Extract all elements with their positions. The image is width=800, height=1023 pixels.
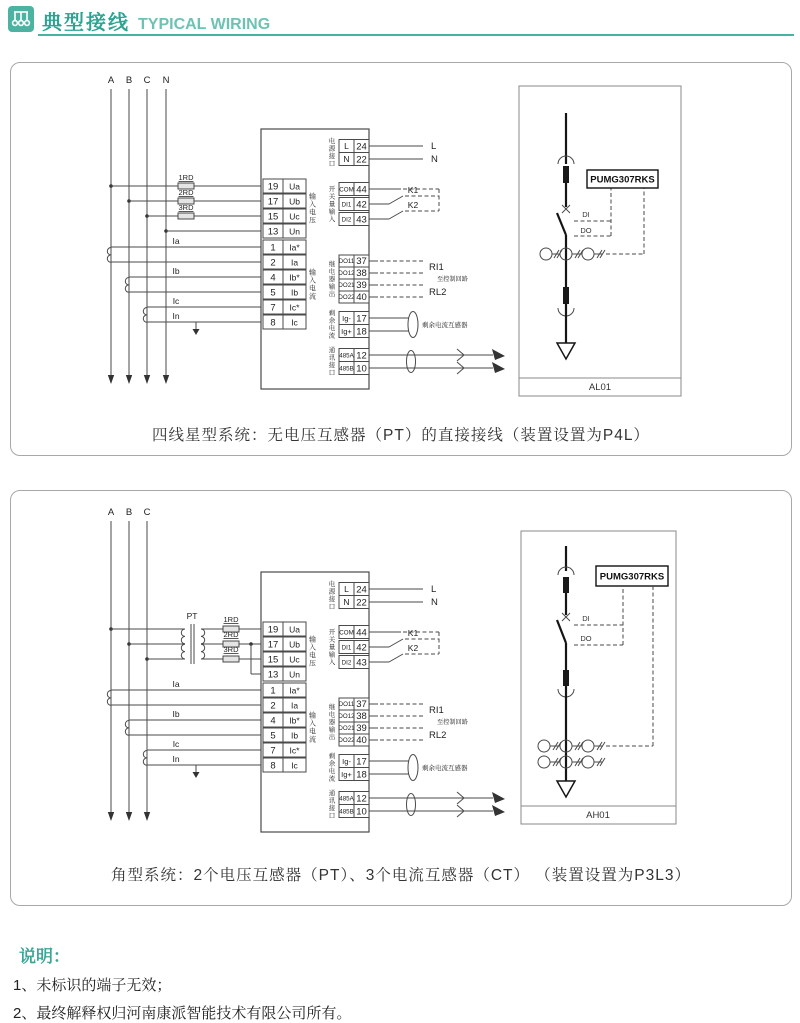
terminal-name: Ub [289,639,300,650]
terminal-name: Ic [291,760,298,771]
terminal-num: 4 [270,272,276,284]
notes-section [13,942,351,1023]
ct-label: Ic [172,739,180,749]
relay-label-rl1: RI1 [429,705,444,716]
terminal-num: 39 [356,280,367,291]
terminal-num: 5 [270,287,276,299]
group-label-voltage: 输入电压 [308,192,316,225]
do-tag: DO [580,634,592,643]
terminal-num: 17 [267,196,279,208]
ct-label: Ic [172,296,180,306]
group-label-power: 电源接口 [327,580,335,611]
neutral-label: N [431,597,438,608]
header-rule [38,34,794,36]
diagram2-caption: 角型系统：2个电压互感器（PT）、3个电流互感器（CT） （装置设置为P3L3） [111,867,691,884]
ct-icon [582,756,594,768]
terminal-num: 7 [270,745,276,757]
control-loop-label: 至控制回路 [437,719,468,726]
switch-label-k1: K1 [407,185,419,195]
terminal-num: 22 [356,597,367,609]
group-label-ig: 剩余电流 [327,309,335,340]
residual-ct-icon [408,312,418,338]
fuse-label: 1RD [223,615,239,624]
terminal-num: 19 [267,624,279,636]
ig-ext-wiring [369,755,468,781]
power-terminals [328,136,370,167]
di-terminals [328,626,370,669]
di-ext-wiring [369,185,439,219]
terminal-num: 24 [356,584,367,596]
fuse-label: 2RD [178,188,194,197]
meter-model-label: PUMG307RKS [590,174,655,186]
do-tag: DO [580,226,592,235]
terminal-name: DI2 [341,216,352,224]
terminal-name: DO22 [338,737,355,744]
phase-lines [108,75,170,384]
power-ext-wiring [369,584,438,608]
terminal-name: Ia [290,700,299,711]
terminal-num: 17 [356,313,367,325]
terminal-name: 485B [339,808,354,816]
group-label-comm: 通讯接口 [327,346,335,377]
terminal-num: 12 [356,350,367,362]
terminal-num: 42 [356,199,367,211]
phase-label: C [143,75,151,86]
terminal-num: 19 [267,181,279,193]
ig-ext-wiring [369,312,468,338]
group-label-di: 开关量输入 [327,185,335,223]
terminal-name: Ib* [289,272,300,283]
ct-label: In [172,754,180,764]
terminal-num: 24 [356,141,367,153]
fuse-label: 3RD [223,645,239,654]
do-ext-wiring [369,261,469,298]
terminal-name: L [344,141,349,151]
terminal-num: 40 [356,735,367,746]
line-label: L [431,141,437,152]
terminal-num: 1 [270,685,276,697]
ct-icon [582,248,594,260]
terminal-name: Ig- [342,757,351,766]
power-ext-wiring [369,141,438,165]
di-tag: DI [582,614,590,623]
terminal-name: DO22 [338,294,355,301]
fuse-label: 3RD [178,203,194,212]
terminal-num: 15 [267,654,279,666]
do-terminals [328,255,370,303]
terminal-name: Ia* [289,242,300,253]
power-terminals [328,579,370,610]
breaker-blade [557,620,566,643]
terminal-num: 10 [356,806,367,818]
terminal-name: Ic* [289,302,300,313]
ct-icon [538,740,550,752]
ground-icon [193,772,200,778]
terminal-num: 18 [356,769,367,781]
terminal-num: 7 [270,302,276,314]
diagram2-drawing [11,491,791,903]
bus-arrow-icon [492,349,505,360]
terminal-name: Uc [289,211,300,222]
page-title-en: TYPICAL WIRING [138,16,271,33]
ct-label: In [172,311,180,321]
ct-label: Ib [172,266,180,276]
terminal-name: 485A [339,795,354,803]
terminal-name: Ig- [342,314,351,323]
terminal-name: Un [289,226,300,237]
terminal-name: Un [289,669,300,680]
do-ext-wiring [369,704,469,741]
diagram2-panel [10,490,792,906]
fuse-label: 1RD [178,173,194,182]
terminal-name: DI1 [341,644,352,652]
terminal-num: 12 [356,793,367,805]
twisted-pair-icon [407,794,416,816]
terminal-name: Ic* [289,745,300,756]
current-wiring [107,236,263,335]
current-wiring [107,679,263,778]
phase-label: A [107,507,115,518]
terminal-num: 37 [356,256,367,267]
terminal-name: Ua [289,181,300,192]
terminal-name: N [343,597,350,607]
terminal-num: 8 [270,317,276,329]
cabinet-name: AL01 [588,382,612,393]
diagram1-panel [10,62,792,456]
terminal-num: 15 [267,211,279,223]
do-terminals [328,698,370,746]
ct-label: Ia [172,236,180,246]
terminal-num: 8 [270,760,276,772]
meter-device [261,572,505,832]
group-label-comm: 通讯接口 [327,789,335,820]
fuse-label: 2RD [223,630,239,639]
residual-ct-label: 剩余电流互感器 [422,322,468,329]
twisted-pair-icon [407,351,416,373]
group-label-current: 输入电流 [308,711,316,744]
terminal-name: Ig+ [341,327,352,336]
terminal-name: DO21 [338,725,355,732]
pt-transformers [111,611,263,674]
terminal-name: Ub [289,196,300,207]
terminal-name: Ig+ [341,770,352,779]
terminal-name: Uc [289,654,300,665]
pt-label: PT [186,611,198,621]
ct-label: Ia [172,679,180,689]
neutral-label: N [431,154,438,165]
terminal-num: 5 [270,730,276,742]
note-item: 1、未标识的端子无效； [13,977,172,994]
comm-terminals [328,345,370,376]
note-item: 2、最终解释权归河南康派智能技术有限公司所有。 [13,1005,352,1022]
terminal-num: 18 [356,326,367,338]
terminal-num: 4 [270,715,276,727]
cabinet-name: AH01 [586,810,610,821]
terminal-name: DO12 [338,713,355,720]
terminal-name: N [343,154,350,164]
group-label-voltage: 输入电压 [308,635,316,668]
meter-model-label: PUMG307RKS [599,571,665,583]
terminal-num: 38 [356,268,367,279]
di-tag: DI [582,210,590,219]
phase-label: B [125,75,133,86]
diagram1-drawing [11,63,791,453]
phase-lines [108,507,151,821]
diagram1-caption: 四线星型系统：无电压互感器（PT）的直接接线（装置设置为P4L） [152,427,650,444]
terminal-num: 13 [267,669,279,681]
terminal-name: Ia [290,257,299,268]
terminal-num: 17 [267,639,279,651]
terminal-num: 43 [356,657,367,669]
switchgear-panel [521,531,676,824]
phase-label: C [143,507,151,518]
terminal-name: Ib* [289,715,300,726]
switch-label-k2: K2 [407,200,419,210]
terminal-name: DO12 [338,270,355,277]
terminal-name: 485A [339,352,354,360]
bus-arrow-icon [492,805,505,816]
residual-ct-label: 剩余电流互感器 [422,765,468,772]
bus-arrow-icon [492,362,505,373]
group-label-current: 输入电流 [308,268,316,301]
ig-terminals [328,751,370,783]
notes-title: 说明： [19,947,70,966]
relay-label-rl2: RL2 [429,730,447,741]
bus-arrow-icon [492,792,505,803]
group-label-do: 继电器输出 [327,703,335,741]
switchgear-panel [519,86,681,396]
page-title [42,6,270,35]
ct-icon [540,248,552,260]
terminal-name: DI1 [341,201,352,209]
group-label-di: 开关量输入 [327,628,335,666]
feeder-arrow-icon [557,343,575,359]
terminal-num: 2 [270,257,276,269]
breaker-blade [557,213,566,235]
comm-ext-wiring [369,792,505,817]
ct-icon [538,756,550,768]
terminal-name: 485B [339,365,354,373]
ig-terminals [328,308,370,340]
phase-label: B [125,507,133,518]
group-label-ig: 剩余电流 [327,752,335,783]
phase-label: N [162,75,170,86]
ct-label: Ib [172,709,180,719]
control-loop-label: 至控制回路 [437,276,468,283]
terminal-name: COM [339,186,354,194]
terminal-name: Ib [290,287,299,298]
terminal-name: DO21 [338,282,355,289]
feeder-arrow-icon [557,781,575,797]
terminal-name: COM [339,629,354,637]
terminal-num: 39 [356,723,367,734]
comm-ext-wiring [369,349,505,374]
terminal-num: 1 [270,242,276,254]
terminal-num: 17 [356,756,367,768]
terminal-num: 13 [267,226,279,238]
terminal-num: 22 [356,154,367,166]
terminal-num: 10 [356,363,367,375]
terminal-num: 37 [356,699,367,710]
voltage-wiring [111,173,263,231]
switch-label-k1: K1 [407,628,419,638]
terminal-name: Ic [291,317,298,328]
group-label-do: 继电器输出 [327,260,335,298]
terminal-num: 42 [356,642,367,654]
terminal-num: 38 [356,711,367,722]
di-ext-wiring [369,628,439,662]
terminal-num: 2 [270,700,276,712]
terminal-num: 43 [356,214,367,226]
ground-icon [193,329,200,335]
terminal-num: 40 [356,292,367,303]
terminal-name: Ib [290,730,299,741]
terminal-name: Ia* [289,685,300,696]
group-label-power: 电源接口 [327,137,335,168]
line-label: L [431,584,437,595]
terminal-num: 44 [356,184,367,196]
di-terminals [328,183,370,226]
terminal-name: DI2 [341,659,352,667]
terminal-name: DO11 [338,258,355,265]
comm-terminals [328,788,370,819]
page-title-zh: 典型接线 [42,12,130,34]
terminal-name: L [344,584,349,594]
relay-label-rl2: RL2 [429,287,447,298]
residual-ct-icon [408,755,418,781]
terminal-num: 44 [356,627,367,639]
phase-label: A [107,75,115,86]
terminal-name: Ua [289,624,300,635]
meter-device [261,129,505,389]
terminal-name: DO11 [338,701,355,708]
relay-label-rl1: RI1 [429,262,444,273]
wiring-icon [8,6,34,32]
switch-label-k2: K2 [407,643,419,653]
ct-icon [582,740,594,752]
